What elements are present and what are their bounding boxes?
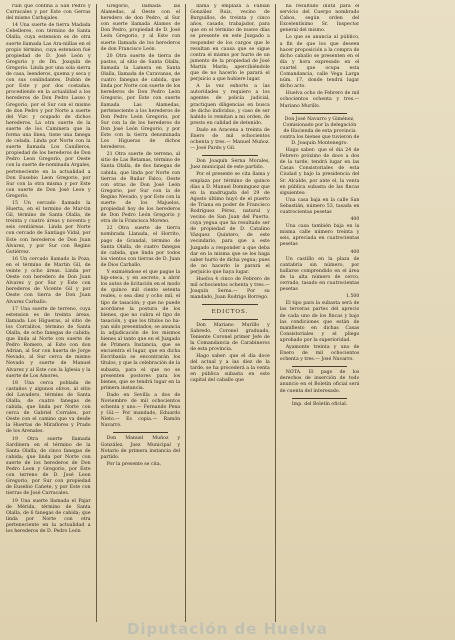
paragraph: 21 Otra suerte de terreno, al sitio de Las Retamas, término de Santa Olalla, de dos fanegas de cabida, que linda por Norte con tierras de Ruilar Falco, Oeste con otras de Don José León Gregorio, por Sur con la de Regino Nevado, y por Este con la suerte de los Majuelos, propiedad hoy de los herederos de Don Pedro León Gregorio y otra de la Francisca Moreno. (100, 152, 181, 225)
imprint: Imp. del Boletín oficial. (291, 401, 348, 407)
paragraph: Ayamonte treinta y uno de Enero de mil ochocientos ochenta y tres.— José Navarro. (279, 344, 360, 363)
paragraph: 22 Otra suerte de tierra nombrada Llanada, el Horrito, pago de Grandal, término de Santa Olalla, de cuatro fanegas de cabida, que linda por todos los vientos con tierras de D. Juan de Dios Carballo. (100, 226, 181, 268)
paragraph: Don Joaquín Serna Morales, Juez municipal de este partido. (190, 159, 270, 171)
divider (292, 398, 348, 399)
paragraph: Don Mariano Murillo y Sabredo, Coronel graduado, Teniente Coronel primer Jefe de la Comandancia de Carabineros de esta provincia. (190, 322, 270, 352)
paragraph: Gregorio, llamada las Alamedas, al Oeste con el heredero de don Pedro, al Sur con suerte llamada Alamos de Don Pedro, propiedad de D. José León Gregorio, y al Este con suerte llamada de los herederos de don Francisco León. (100, 4, 181, 52)
paragraph: Hago saber: que el día 24 de Febrero próximo de doce a dos de la tarde, tendrá lugar en las Casas Consistoriales de esta Ciudad y bajo la presidencia del Sr. Alcalde, por ante el, la venta en pública subasta de las fincas siguientes: (279, 148, 360, 196)
paragraph: ruin que confina a San Pedro y Carracales y por Este con Gerras del mismo Carbajales. (6, 4, 91, 22)
paragraph: 14 Una suerte de tierra Madada Cebelleres, con término de Santa Olalla, cuya estension es de otra suerte llamada Las Ara-niillas en el propio término, cuya estension fué propiedad de D. José León y Gregorio y de Dn. Joaquín de Gregorio. Linda por una sola sierra de casa, leenderos, quema y seca y con sus conlindantes, Dubán de por Este y por dos costadas; procediendo en la actualidad a los herederos de Don Pedro Lasso y Gregorio, por el Sur con el mismo de don Pedro y por Norte a suerte del Vizc y ocupado de dichos herederos. La otra suerte de la suerte de los Caminera que la forma una linea, tiene una fanega de celada. Linda por Norte con la suerte llamada Los Canilleros, propiedad de los herederos de Don Pedro Leon Gregorio, por Oeste con la suerte de-nominada Argales, perteneciente en la actualidad a Don Eusebio Leon Gregorio, por Sur con la otra misma y por Este con suerte de Don José Leon y Gregorio. (6, 23, 91, 199)
paragraph: Por la presente se cita, (106, 461, 162, 467)
columns (6, 4, 449, 622)
paragraph: Dado en Sevilla a dos de Noviembre de mil ochocientos ochenta y uno.— Fernando Pena y Gil.— Por mandado, Eduardo Nieto.— Es copia.— Ramón Navarro. (100, 392, 181, 429)
price-value: 400 (350, 217, 360, 223)
price-value: 400 (350, 249, 360, 255)
paragraph: Don Manuel Muñoz y González, Juez Municipal y Notario de primera instancia del partido. (100, 436, 181, 460)
paragraph: Por el presente se cita llama y emplaza por término de quince días a D. Manuel Dominguez que en la madrugada del 29 de Agosto último huyó de el puerto de Triana en poder de Francisco Rodríguez Pérez, natural y vecino de San Juan del Puerto, cuya yegua que ha resultado ser de propiedad de D. Catalino Vázquez Quintero, de este vecindario, para que a este Juzgado a responder a que deba dar en la misma que se les haga saber hurto de dicha yegua; pues de no hacerlo le parará el perjuicio que haya lugar. (190, 172, 270, 275)
paragraph: 17 Una suerte de terreno, cuya estension es de treinta áreas, llamada Los Higueras, al sitio de los Corralitos, término de Santa Olalla, de ocho fanegas de cabida; que linda al Norte con suerte de Pedro Romero, al Este con don Adrian, al Sur con huerta de Jorge Nevado, al Sur cerca de mismo Nevado y suerte de Manuel Alvarez y al Este con la Iglesia y la suerte de Los Amores. (6, 306, 91, 379)
paragraph: 19 Otra suerte llamada Sardinera en el término de la Santa Olalla, de cinco fanegas de cabida; que linda por Norte con suerte de los herederos de Don Pedro Leon y Gregorio, por Este con terreno de D. José Leon Gregorio, por Sur con propiedad de Eusebio Cañete, y por Este con tierras de José Carracales. (6, 436, 91, 497)
column-3 (185, 4, 270, 622)
paragraph: Huelva 4 cinco de Febrero de mil ochocientos ochenta y tres.— Joaquín Serna.— Por su mandado, Juan Rodrigo Borrego. (190, 277, 270, 301)
column-4 (275, 4, 360, 622)
divider (202, 304, 258, 305)
section-heading: EDICTOS. (211, 309, 249, 316)
paragraph: Huelva ocho de Febrero de mil ochocientos ochenta y tres.— Mariano Murillo. (279, 91, 360, 109)
divider (202, 155, 258, 156)
paragraph: A la vez exhorto a las autoridades y requiero a los agentes de policía judicial, practiquen diligencias en busca de dicho individuo, y caso de ser habido lo remitan a mi orden, de presto en calidad de detenido. (190, 84, 270, 126)
paragraph: 15 Un cercado llamado la Huerta, en el termino de Mar-tin Gil, término de Santa Olalla, de treinta y cuatro áreas y noventa y seis centiáreas. Linda por Norte con cercado de Santiago Vidal, por Este con herederos de Don Juan Alvarez, y por Sur con Regino Gutiérrez. (6, 201, 91, 255)
divider (292, 113, 348, 114)
paragraph: 16 Un cercado llamado la Poza, en el término de Martin Gil, de veinte y ocho áreas. Linda por Oeste con heredero de Don Juan Alvarez y por Sur y Este con herederos de Vicente Gil y por Oeste con tierra de Don Juan Alvarez Carballo. (6, 256, 91, 305)
paragraph: Hago saber: que el día doce del actual y a las diez de la tarde, se ha procederá a la venta en pública subasta en este capital del caballo que (190, 353, 270, 384)
column-2 (96, 4, 181, 622)
paragraph: 18 Una cerca poblada de castaños y algunos olivos, al sitio del Lavadero, término de Santa Olalla, de cuatro fanegas de cabida, que linda por Norte con cerca de Gabriel Corrales, por Oeste con el camino que va desde la Huertas de Miraflores y Prado de los Arenales. (6, 380, 91, 435)
paragraph: Lo que se anuncia al público, a fin de que los que deseen hacer proposición a la compra de dicho caballo se presenten en el día y hora expresado en el cuartel que ocupa esta Comandancia, calle Vega Larga núm. 17, donde tendrá lugar dicho acto. (279, 35, 360, 90)
divider (113, 432, 169, 433)
paragraph: ha resultado inútil para el servicio del Cuerpo nombrado Cabos, según orden del Excelentísimo Sr. Inspector general del mismo. (279, 4, 360, 34)
paragraph: 19 Una suerte llamada el Pajar de Mérida, término de Santa Olalla, de 6 fanegas de cabida; que linda por Norte con otra perteneciente en la actualidad a los herederos de D. Pedro León (6, 498, 91, 534)
price-value: 1.500 (345, 294, 360, 300)
paragraph: Una casa también baja en la misma calle número treinta y seis, apreciada en cuatrocientas pesetas (279, 224, 360, 248)
paragraph: Y eximiéndose el que pague la hip-oteca, y en secreto, a abrir los autos de licitación en el modo de quince mil ciento setenta reales, o sea diez y ocho mil, el tipo de tasación; y que no puede acordarse la postura de los bienes, que no cubra el tipo de tasación, y que los títulos no ha-yan sido presentados; se anuncia la adjudicación de los mismos bienes al tanto que en el Juzgado de Primera Instancia, que se encuentra el lugar, que en dicha Escribanía se encontrarán los títulos, y que la celebración de la subasta, para el que no se presenten postores para los bienes, que se tendrá lugar en la primera instancia. (100, 270, 181, 391)
paragraph: llama y emplaza a Fabián González Ruiz, vecino de Burguillos, de treinta y cinco años, casado, trabajador, para que en el término de nueve días se presente en este Juzgado a responder de los cargos que le resultan en causa que se sigue contra el mismo por hurto de un jumento de la propiedad de José Martín Marín; apercibiéndole que de no hacerlo le parará el perjuicio a que hubiere lugar. (190, 4, 270, 83)
paragraph: El tipo para la subasta será de las terceras partes del aprecio de cada uno de los fincas y bajo las condiciones que están de manifiesto en dichas Casas Consistoriales y el pliego aprobado por la superioridad. (279, 301, 360, 343)
paragraph: 20 Otra suerte de tierra de pastos, al sitio de Santa Olalla, llamada la Lamera en Santa Olalla, llamada de Caravanas, de cuatro fanegas de cabida, que linda por Norte con suerte de los herederos de Don Pedro León Gregorio, por Este con suerte llamada Las Alamedas, perteneciente a los herederos de Don Pedro León Gregorio, por Sur con la de los herederos de Don José León Gregorio, y por Este con la tierra denominada Los Higueras de dichos herederos. (100, 53, 181, 151)
paragraph: NOTA. El pago de los derechos de inserción de todo anuncio en el Boletín oficial será de cuenta del interesado. (279, 370, 360, 394)
watermark: Diputación de Huelva (126, 620, 329, 638)
paragraph: Un castillo en la plaza de cantabria sin número, por hallarse comprendido en el área de la alta número de cerco, cerrado, tasado en cuatrocientas pesetas (279, 256, 360, 293)
paragraph: Una casa baja en la calle San Sebastián, número 53, tasada en cuatrocientas pesetas (279, 197, 360, 215)
divider (202, 319, 258, 320)
column-1 (6, 4, 91, 622)
divider (292, 366, 348, 367)
paragraph: Don José Navarro y Giménez, Comisionado por la delegación de Hacienda de esta provincia contra los bienes que tuvieron de D. Joaquín Montenegro. (279, 116, 360, 146)
paragraph: Dado en Aracena a treinta de Enero de mil ochocientos ochenta y tres.— Manuel Muñoz.— José Pardo y Gil. (190, 127, 270, 152)
